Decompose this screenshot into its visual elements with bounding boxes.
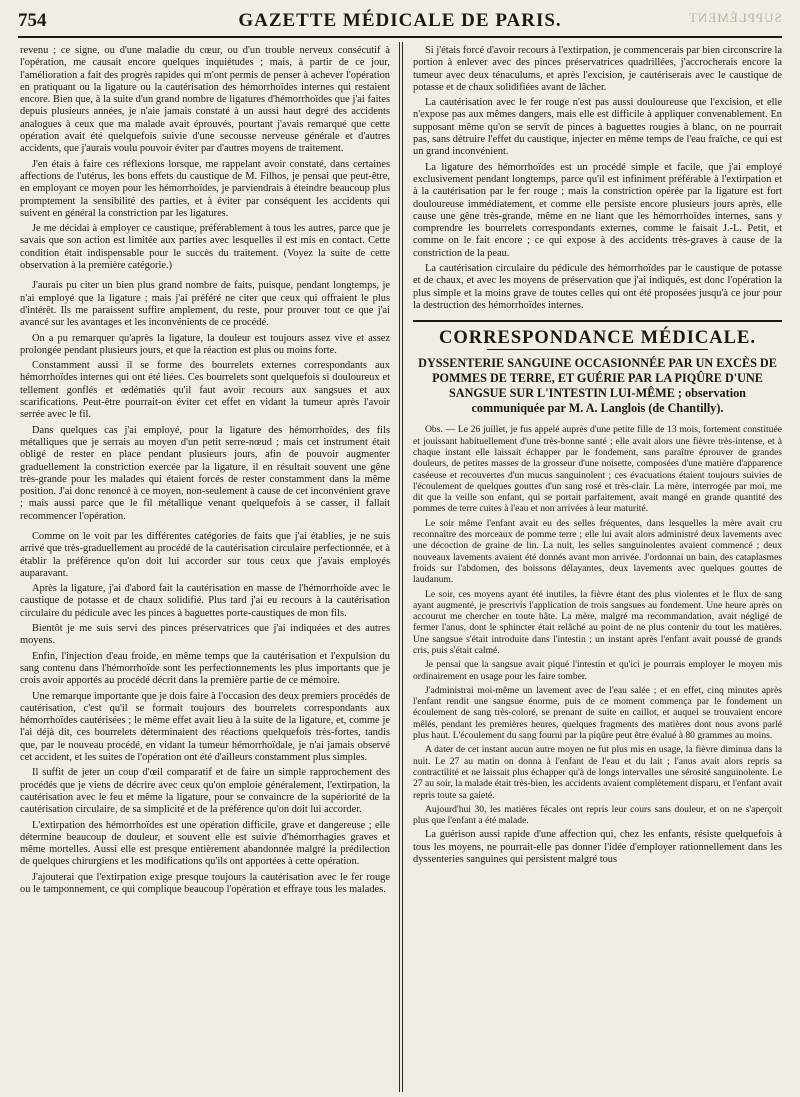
column-divider: [399, 42, 403, 1092]
paragraph: Enfin, l'injection d'eau froide, en même temps que la cautérisation et l'expulsion du sang contenu dans l'hémorrhoïde sont les perfectionnements les plus importants que je crois avoir apportés au procédé décrit dans la première partie de ce mémoire.: [20, 650, 390, 687]
paragraph: Je me décidai à employer ce caustique, préférablement à tous les autres, parce que je savais que son action est limitée aux parties avec lesquelles il est mis en contact. Cette condition était indispensable pour le succès du traitement. (Voyez la suite de cette observation à la première catégorie.): [20, 223, 390, 272]
paragraph: Après la ligature, j'ai d'abord fait la cautérisation en masse de l'hémorrhoïde avec le caustique de potasse et de chaux solidifié. Plus tard j'ai eu recours à la cautérisation circulaire du pédicule avec les pinces à baguettes porte-caustiques de mon fils.: [20, 583, 390, 619]
paragraph: La cautérisation avec le fer rouge n'est pas aussi douloureuse que l'excision, et elle n'expose pas aux mêmes dangers, mais elle est difficile à appliquer convenablement. En supposant même qu'on se servît de pinces à baguettes rougies à blanc, on ne pourrait pas, sans détruire l'effet du caustique, injecter en même temps de l'eau fraîche, ce qui est un grand inconvénient.: [413, 97, 782, 158]
paragraph: Le soir, ces moyens ayant été inutiles, la fièvre étant des plus violentes et le flux de sang ayant augmenté, je prescrivis l'application de trois sangsues au fondement. Une heure après on accourut me chercher en toute hâte. La mère, malgré ma recommandation, avait négligé de fermer l'anus, dont le sphincter était relâché au point de ne plus contenir du tout les matières. Une sangsue s'était introduite dans l'intestin ; un instant après l'enfant avait poussé de grands cris, puis s'était calmé.: [413, 588, 782, 656]
paragraph: Constamment aussi il se forme des bourrelets externes correspondants aux hémorrhoïdes internes qui ont été liées. Ces bourrelets sont quelquefois si douloureux et tellement gonflés et œdématiés qu'il faut avoir recours aux sangsues et aux scarifications. Peut-être pourrait-on éviter cet effet en vidant la tumeur après l'avoir serrée avec le fil.: [20, 360, 390, 421]
paragraph: Une remarque importante que je dois faire à l'occasion des deux premiers procédés de cautérisation, c'est qu'il se formait toujours des bourrelets correspondants aux hémorrhoïdes cautérisées ; le même effet avait lieu à la suite de la ligature, et, comme je l'ai déjà dit, ces bourrelets déterminaient des réactions quelquefois très-fortes, tandis que, par le nouveau procédé, en vidant la tumeur hémorrhoïdale, je n'ai jamais observé cet accident, et les suites de l'opération ont été d'ailleurs constamment plus simples.: [20, 690, 390, 764]
paragraph: Bientôt je me suis servi des pinces préservatrices que j'ai indiquées et des autres moyens.: [20, 623, 390, 647]
right-column: [413, 45, 782, 1091]
section-heading: CORRESPONDANCE MÉDICALE.: [439, 328, 756, 349]
heading-underline: [487, 349, 708, 350]
paragraph: La cautérisation circulaire du pédicule des hémorrhoïdes par le caustique de potasse et de chaux, et avec les moyens de préservation que j'ai indiqués, est donc l'opération la plus simple et la moins grave de toutes celles qui ont été proposées jusqu'à ce jour pour la destruction des hémorrhoïdes internes.: [413, 263, 782, 311]
paragraph: On a pu remarquer qu'après la ligature, la douleur est toujours assez vive et assez prolongée pendant plusieurs jours, et que la réaction est plus ou moins forte.: [20, 332, 390, 356]
paragraph: A dater de cet instant aucun autre moyen ne fut plus mis en usage, la fièvre diminua dans la nuit. Le 27 au matin on donna à l'enfant de l'eau et du lait ; l'anus avait alors repris sa contractilité et ne laissait plus échapper qu'à de longs intervalles une sérosité sanguinolente. Le 27 au soir, la malade était très-bien, les accidents avaient complètement disparu, et l'enfant avait repris toute sa gaieté.: [413, 744, 782, 801]
paragraph: Le soir même l'enfant avait eu des selles fréquentes, dans lesquelles la mère avait cru reconnaître des morceaux de pomme terre ; elle lui avait alors administré deux lavements avec une décoction de graine de lin. La nuit, les selles sanguinolentes avaient commencé ; deux nouveaux lavements avaient été donnés avant mon arrivée. J'ordonnai un bain, des cataplasmes froids sur l'abdomen, des boissons délayantes, deux lavements avec quelques gouttes de laudanum.: [413, 517, 782, 586]
paragraph: revenu ; ce signe, ou d'une maladie du cœur, ou d'un trouble nerveux consécutif à l'opération, me causait encore quelques inquiétudes ; mais, à partir de ce jour, l'amélioration a fait des progrès rapides qui m'ont permis de penser à achever l'opération en pratiquant ou la ligature ou la cautérisation des hémorrhoïdes internes qui restaient encore. Bien que, à la suite d'un grand nombre de ligatures d'hémorrhoïdes que j'ai faites depuis plusieurs années, je n'aie jamais constaté à un aussi haut degré des accidents analogues à ceux que ma malade avait éprouvés, pourtant j'avais remarqué que cette opération avait été quelquefois suivie d'une secousse nerveuse générale et d'autres accidents, que j'aurais voulu pouvoir éviter par d'autres moyens de traitement.: [20, 45, 390, 155]
section-rule: [413, 320, 782, 322]
page-header: [18, 8, 782, 38]
paragraph: Obs. — Le 26 juillet, je fus appelé auprès d'une petite fille de 13 mois, fortement constituée et jouissant habituellement d'une très-bonne santé ; elle avait alors une fièvre très-intense, et à chaque instant elle laissait échapper par le fondement, sans paraître éprouver de grandes douleurs, de petites masses de la grosseur d'une noisette, composées d'une matière d'apparence caséeuse et recouvertes d'un mucus sanguinolent ; ces évacuations étaient toujours suivies de l'écoulement de quelques gouttes d'un sang rosé et très-clair. La mère, interrogée par moi, me dit que la veille son enfant, qui se portait parfaitement, avait mangé en grande quantité des pommes de terre cuites à l'eau et non arrivées à leur maturité.: [413, 424, 782, 515]
paragraph: Si j'étais forcé d'avoir recours à l'extirpation, je commencerais par bien circonscrire la portion à enlever avec des pinces préservatrices quadrillées, j'accrocherais encore la tumeur avec deux ténaculums, et après l'excision, je cautériserais avec le caustique de potasse et de chaux solidifiées avant de lâcher.: [413, 45, 782, 93]
paragraph: Je pensai que la sangsue avait piqué l'intestin et qu'ici je pourrais employer le moyen mis ordinairement en usage pour les faire tomber.: [413, 659, 782, 682]
paragraph: Comme on le voit par les différentes catégories de faits que j'ai établies, je ne suis arrivé que très-graduellement au procédé de la cautérisation circulaire perfectionnée, et à établir la préférence qu'on doit lui accorder sur tous ceux que j'avais employés auparavant.: [20, 530, 390, 579]
journal-title: GAZETTE MÉDICALE DE PARIS.: [238, 10, 562, 31]
paragraph: J'en étais à faire ces réflexions lorsque, me rappelant avoir constaté, dans certaines affections de l'utérus, les bons effets du caustique de M. Filhos, je pensai que peut-être, en employant ce moyen pour les hémorrhoïdes, je parviendrais à éteindre beaucoup plus promptement la sensibilité des parties, et à éviter par conséquent les accidents qui suivent en général la constriction par les ligatures.: [20, 158, 390, 219]
article-title: DYSSENTERIE SANGUINE OCCASIONNÉE PAR UN EXCÈS DE POMMES DE TERRE, ET GUÉRIE PAR LA PIQÛRE D'UNE SANGSUE SUR L'INTESTIN LUI-MÊME ; observation communiquée par M. A. Langlois (de Chantilly).: [418, 355, 777, 416]
paragraph: L'extirpation des hémorrhoïdes est une opération difficile, grave et dangereuse ; elle détermine beaucoup de douleur, et souvent elle est suivie d'hémorrhagies graves et même mortelles. Aussi elle est presque entièrement abandonnée malgré la prédilection de quelques chirurgiens et les modifications qu'ils ont apportées à cette opération.: [20, 819, 390, 868]
paragraph: J'administrai moi-même un lavement avec de l'eau salée ; et en effet, cinq minutes après l'enfant rendit une sangsue énorme, puis de ce moment commença par le fondement un écoulement de sang très-coloré, se prenant de suite en caillot, et auquel se trouvaient encore mêlés, pendant les premières heures, quelques fragments des matières dont nous avons parlé plus haut. L'écoulement du sang fourni par la piqûre peut être évalué à 80 grammes au moins.: [413, 684, 782, 742]
paragraph: Il suffit de jeter un coup d'œil comparatif et de faire un simple rapprochement des procédés que je viens de décrire avec ceux qu'on emploie généralement, l'extirpation, la cautérisation avec le feu et même la ligature, pour se convaincre de la supériorité de la cautérisation circulaire, de sa simplicité et de la préférence qu'on doit lui accorder.: [20, 767, 390, 816]
paragraph: J'ajouterai que l'extirpation exige presque toujours la cautérisation avec le fer rouge ou le tamponnement, ce qui complique beaucoup l'opération et effraye tous les malades.: [20, 871, 390, 895]
left-column: [20, 45, 390, 1091]
paragraph: La ligature des hémorrhoïdes est un procédé simple et facile, que j'ai employé exclusivement pendant longtemps, parce qu'il est infiniment préférable à l'extirpation et à la cautérisation par le fer rouge ; mais la constriction opérée par la ligature est fort douloureuse immédiatement, et comme elle persiste encore plusieurs jours après, elle cause une gêne très-grande, même en ne liant que les hémorrhoïdes internes, sans y comprendre les bourrelets correspondants externes, comme le faisait J.-L. Petit, et comme on le fait encore ; ce qui expose à des accidents très-graves à cause de la constriction de la peau.: [413, 161, 782, 259]
paragraph: La guérison aussi rapide d'une affection qui, chez les enfants, résiste quelquefois à tous les moyens, ne pourrait-elle pas donner l'idée d'employer rationnellement dans les dyssenteries sanguines qui persistent malgré tous: [413, 829, 782, 866]
paragraph: Dans quelques cas j'ai employé, pour la ligature des hémorrhoïdes, des fils métalliques que je serrais au moyen d'un petit serre-nœud ; mais cet instrument était obligé de rester en place pendant plusieurs jours, afin de pouvoir augmenter graduellement la constriction exercée par la ligature, il en résultait souvent une gêne très-grande pour les malades qui étaient forcés de rester constamment dans la même position. J'ai donc renoncé à ce moyen, non-seulement à cause de cet inconvénient grave ; mais aussi parce que le fil métallique venant quelquefois à se casser, il fallait recommencer l'opération.: [20, 424, 390, 522]
paragraph: Aujourd'hui 30, les matières fécales ont repris leur cours sans douleur, et on ne s'aperçoit plus que l'enfant a été malade.: [413, 803, 782, 827]
page-number: 754: [18, 10, 47, 31]
paragraph: J'aurais pu citer un bien plus grand nombre de faits, puisque, pendant longtemps, je n'ai employé que la ligature ; mais j'ai préféré ne citer que ceux qui offraient le plus d'intérêt. Ils me paraissent suffire amplement, du reste, pour prouver tout ce que j'ai avancé sur les avantages et les inconvénients de ce procédé.: [20, 280, 390, 329]
supplement-mark: SUPPLÉMENT: [688, 10, 782, 25]
